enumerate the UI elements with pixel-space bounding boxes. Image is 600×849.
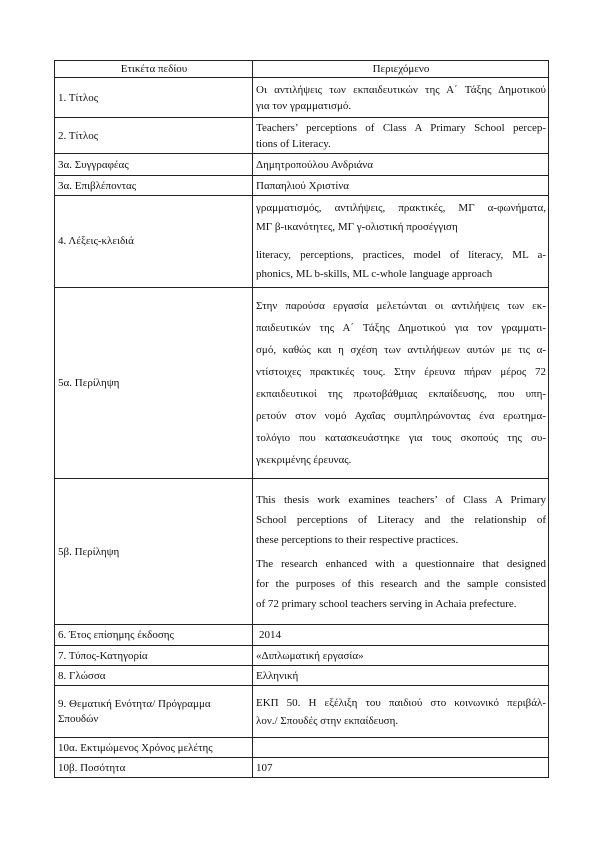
field-value-line: Ελληνική [256,669,299,682]
field-value-line: ρετούν στον νομό Αχαΐας συμπληρώνοντας ένα ερωτημα- [256,410,546,422]
field-value-cell [253,666,549,686]
field-label-cell [55,646,253,666]
header-content-label: Περιεχόμενο [372,62,430,75]
field-label-cell [55,196,253,288]
row-keywords [55,196,549,288]
field-label: 2. Τίτλος [58,129,99,142]
field-value-cell [253,686,549,738]
field-value-line: Δημητροπούλου Ανδριάνα [256,158,374,171]
field-value-cell [253,625,549,646]
field-value-paragraph [256,694,546,730]
field-value-line: The research enhanced with a questionnaire that designed [256,557,546,570]
field-label-cell [55,479,253,625]
field-value-line: for the purposes of this research and the sample consisted [256,577,546,590]
field-value-line: λον./ Σπουδές στην εκπαίδευση. [256,714,399,727]
row-language [55,666,549,686]
header-label-cell [55,61,253,78]
field-label: 5β. Περίληψη [58,545,120,558]
field-label-cell [55,118,253,154]
field-label-cell [55,758,253,778]
field-value-line: ΜΓ β-ικανότητες, ΜΓ γ-ολιστική προσέγγιση [256,221,458,233]
row-publication-year [55,625,549,646]
field-value-line: 2014 [259,629,281,641]
field-value-line: τολόγιο που κατασκευάστηκε για τους σκοπούς της συ- [256,432,546,444]
field-value-line: Οι αντιλήψεις των εκπαιδευτικών της Α΄ Τάξης Δημοτικού [256,83,546,96]
field-label: 8. Γλώσσα [58,669,106,682]
field-value-cell [253,738,549,758]
field-label: 3α. Επιβλέποντας [58,179,137,192]
field-label: 10α. Εκτιμώμενος Χρόνος μελέτης [58,741,213,754]
field-label: 10β. Ποσότητα [58,761,126,774]
field-value-cell [253,154,549,176]
field-label: 1. Τίτλος [58,91,99,104]
field-value-line: literacy, perceptions, practices, model of literacy, ML a- [256,249,546,261]
row-quantity [55,758,549,778]
row-supervisor [55,176,549,196]
field-value-line: Παπαηλιού Χριστίνα [256,179,350,192]
field-label: 7. Τύπος-Κατηγορία [58,649,148,662]
field-label-cell [55,288,253,479]
field-value-cell [253,118,549,154]
row-type-category [55,646,549,666]
field-value-cell [253,288,549,479]
field-value-cell [253,646,549,666]
field-label: Σπουδών [58,712,99,725]
field-value-line: ΕΚΠ 50. Η εξέλιξη του παιδιού στο κοινωνικό περιβάλ- [256,696,546,709]
field-value-paragraph [256,554,546,614]
field-value-line: Teachers’ perceptions of Class A Primary School percep- [256,121,546,134]
field-value-paragraph [256,295,546,471]
field-value-line: γκεκριμένης έρευνας. [256,454,352,466]
field-label-cell [55,154,253,176]
field-label-cell [55,738,253,758]
field-value-line: για τον γραμματισμό. [256,99,352,112]
field-value-cell [253,78,549,118]
field-value-line: phonics, ML b-skills, ML c-whole language approach [256,268,493,280]
field-value-line: 107 [256,761,273,774]
field-value-cell [253,196,549,288]
field-value-line: ντίστοιχες πρακτικές τους. Στην έρευνα πήραν μέρος 72 [256,366,546,378]
table-header-row [55,61,549,78]
row-subject-program [55,686,549,738]
field-value-cell [253,479,549,625]
field-value-line: «Διπλωματική εργασία» [256,649,364,662]
field-label-cell [55,666,253,686]
row-author [55,154,549,176]
field-value-line: of 72 primary school teachers serving in Achaia prefecture. [256,597,517,610]
field-value-line: these perceptions to their respective practices. [256,533,459,546]
row-study-time [55,738,549,758]
field-value-line: σμό, καθώς και η σχέση των αντιλήψεων αυτών με τις α- [256,344,546,356]
field-value-paragraph [256,246,546,284]
field-value-paragraph [256,82,546,114]
row-title-english [55,118,549,154]
field-value-line: This thesis work examines teachers’ of Class A Primary [256,493,546,506]
field-label: 4. Λέξεις-κλειδιά [58,235,134,247]
field-value-line: εκπαιδευτικοί της πρωτοβάθμιας εκπαίδευσης, που υπη- [256,388,546,400]
field-value-line: Στην παρούσα εργασία μελετώνται οι αντιλήψεις των εκ- [256,300,546,312]
header-field-label: Ετικέτα πεδίου [120,62,188,75]
field-label-cell [55,176,253,196]
row-abstract-greek [55,288,549,479]
field-value-paragraph [256,120,546,152]
field-label: 9. Θεματική Ενότητα/ Πρόγραμμα [58,697,211,710]
field-label-cell [55,625,253,646]
field-label-cell [55,78,253,118]
row-abstract-english [55,479,549,625]
field-label: 5α. Περίληψη [58,377,120,389]
field-value-cell [253,758,549,778]
field-value-line: γραμματισμός, αντιλήψεις, πρακτικές, ΜΓ α-φωνήματα, [256,202,546,214]
field-value-line: School perceptions of Literacy and the relationship of [256,513,546,526]
field-value-cell [253,176,549,196]
field-value-paragraph [256,199,546,237]
header-content-cell [253,61,549,78]
field-label: 3α. Συγγραφέας [58,158,129,171]
field-label-cell [55,686,253,738]
field-value-line: παιδευτικών της Α΄ Τάξης Δημοτικού για τον γραμματι- [256,322,546,334]
row-title-greek [55,78,549,118]
metadata-table [54,60,549,778]
field-value-paragraph [256,490,546,550]
field-value-line: tions of Literacy. [256,137,331,150]
field-label: 6. Έτος επίσημης έκδοσης [58,629,174,641]
